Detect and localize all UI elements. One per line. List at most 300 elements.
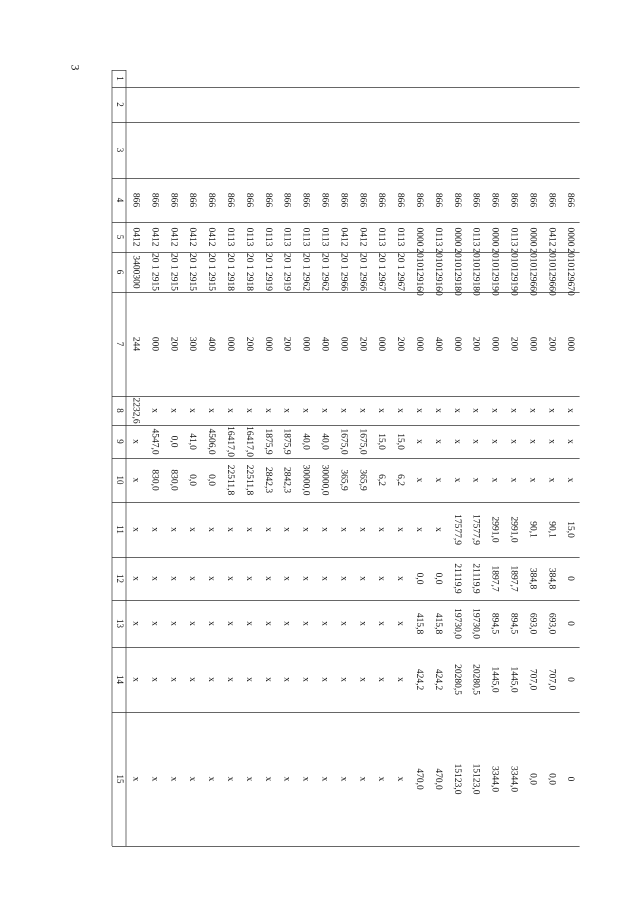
table-cell: x	[281, 621, 292, 626]
table-cell: 830,0	[149, 469, 160, 491]
table-cell: x	[206, 621, 217, 626]
table-cell: 0412	[206, 227, 217, 247]
table-cell: x	[338, 527, 349, 532]
table-cell: x	[168, 621, 179, 626]
table-cell: 90,1	[546, 521, 557, 538]
table-cell: x	[300, 776, 311, 782]
table-cell: x	[130, 477, 141, 483]
table-cell: x	[300, 677, 311, 682]
table-cell: 20 1 2962	[300, 253, 311, 291]
table-cell: 2010129180	[470, 248, 481, 296]
table-cell: x	[546, 477, 557, 483]
table-cell: x	[565, 408, 576, 413]
table-cell: x	[357, 621, 368, 626]
table-cell: 384,8	[527, 567, 538, 590]
table-cell: 0412	[546, 227, 557, 247]
table-cell: x	[168, 776, 179, 782]
table-cell: x	[376, 677, 387, 682]
table-cell: 15,0	[395, 433, 406, 450]
table-cell: x	[470, 439, 481, 444]
table-cell: 0113	[395, 227, 406, 247]
table-cell: x	[527, 477, 538, 483]
table-cell: x	[206, 408, 217, 413]
table-cell: 470,0	[432, 768, 443, 790]
table-cell: 2010129660	[527, 248, 538, 296]
table-cell: 20 1 2962	[319, 253, 330, 291]
table-cell: x	[413, 408, 424, 413]
table-cell: x	[149, 527, 160, 532]
column-header: 10	[115, 475, 125, 485]
table-cell: 866	[413, 192, 424, 208]
table-cell: x	[149, 677, 160, 682]
table-cell: x	[300, 576, 311, 581]
rotated-budget-table	[110, 70, 576, 846]
table-cell: 2010129160	[432, 248, 443, 296]
table-cell: 0	[565, 677, 576, 682]
table-cell: x	[281, 527, 292, 532]
table-cell: x	[357, 576, 368, 581]
table-cell: 000	[565, 336, 576, 352]
table-cell: 000	[262, 336, 273, 352]
table-cell: 19730,0	[470, 608, 481, 639]
table-cell: 20 1 2967	[376, 253, 387, 291]
table-cell: x	[470, 477, 481, 483]
table-cell: x	[224, 408, 235, 413]
table-cell: x	[149, 576, 160, 581]
table-cell: 17577,9	[451, 514, 462, 545]
table-cell: x	[319, 677, 330, 682]
table-cell: x	[451, 439, 462, 444]
table-cell: x	[376, 576, 387, 581]
table-cell: x	[206, 776, 217, 782]
table-cell: x	[451, 408, 462, 413]
table-cell: x	[432, 439, 443, 444]
table-cell: x	[413, 439, 424, 444]
table-cell: x	[489, 477, 500, 483]
table-cell: x	[338, 576, 349, 581]
table-cell: x	[432, 477, 443, 483]
table-cell: 866	[376, 192, 387, 208]
table-cell: 866	[508, 192, 519, 208]
table-cell: 384,8	[546, 567, 557, 590]
table-cell: 200	[395, 336, 406, 352]
column-header: 11	[115, 525, 125, 534]
table-cell: 2010129660	[546, 248, 557, 296]
table-cell: 40,0	[319, 433, 330, 450]
table-cell: x	[527, 439, 538, 444]
table-cell: x	[300, 408, 311, 413]
table-cell: x	[149, 776, 160, 782]
table-cell: 866	[243, 192, 254, 208]
table-cell: x	[451, 477, 462, 483]
table-cell: x	[546, 408, 557, 413]
table-cell: 200	[470, 336, 481, 352]
table-cell: x	[187, 576, 198, 581]
table-cell: 0000	[527, 227, 538, 247]
table-cell: 000	[149, 336, 160, 352]
table-cell: 866	[357, 192, 368, 208]
table-cell: 0113	[224, 227, 235, 247]
table-cell: x	[357, 408, 368, 413]
table-cell: 1897,7	[508, 565, 519, 592]
table-cell: 17577,9	[470, 514, 481, 545]
table-cell: 19730,0	[451, 608, 462, 639]
table-cell: x	[338, 408, 349, 413]
table-cell: 707,0	[527, 668, 538, 691]
table-cell: 0000	[489, 227, 500, 247]
table-cell: 0113	[243, 227, 254, 247]
table-cell: 365,9	[338, 469, 349, 491]
table-cell: 1445,0	[508, 666, 519, 693]
table-cell: x	[413, 477, 424, 483]
table-cell: 830,0	[168, 469, 179, 491]
table-cell: 2010129180	[451, 248, 462, 296]
table-cell: x	[149, 621, 160, 626]
table-cell: 20 1 2915	[149, 253, 160, 291]
table-cell: 30000,0	[300, 464, 311, 496]
table-cell: 470,0	[413, 768, 424, 790]
table-cell: 2010129190	[489, 248, 500, 296]
column-header: 12	[115, 574, 125, 583]
table-cell: 244	[130, 336, 141, 352]
table-cell: 0412	[168, 227, 179, 247]
table-cell: 15123,0	[470, 763, 481, 795]
table-cell: x	[319, 408, 330, 413]
table-cell: x	[243, 677, 254, 682]
table-cell: 20280,5	[451, 664, 462, 695]
table-cell: 866	[206, 192, 217, 208]
table-cell: x	[168, 408, 179, 413]
table-cell: x	[168, 677, 179, 682]
table-cell: x	[187, 776, 198, 782]
table-cell: 866	[149, 192, 160, 208]
table-cell: 20 1 2918	[243, 253, 254, 291]
table-cell: x	[130, 576, 141, 581]
table-cell: 1897,7	[489, 565, 500, 592]
table-cell: x	[224, 677, 235, 682]
table-cell: 424,2	[413, 668, 424, 691]
table-cell: x	[130, 439, 141, 444]
table-cell: 90,1	[527, 521, 538, 538]
table-cell: 866	[187, 192, 198, 208]
table-cell: x	[395, 576, 406, 581]
table-cell: 22511,8	[224, 464, 235, 496]
table-cell: x	[187, 621, 198, 626]
table-cell: 2232,6	[130, 397, 141, 424]
table-cell: 0113	[508, 227, 519, 247]
table-cell: 0113	[376, 227, 387, 247]
table-cell: 0412	[187, 227, 198, 247]
page-number: 3	[68, 64, 83, 71]
table-cell: 21119,9	[470, 563, 481, 594]
table-cell: 894,5	[508, 612, 519, 635]
table-cell: 866	[546, 192, 557, 208]
table-cell: x	[262, 621, 273, 626]
table-cell: 2991,0	[489, 516, 500, 543]
table-cell: x	[281, 776, 292, 782]
table-cell: x	[130, 621, 141, 626]
table-cell: x	[319, 621, 330, 626]
table-cell: 000	[527, 336, 538, 352]
table-cell: x	[243, 527, 254, 532]
table-cell: 20 1 2915	[206, 253, 217, 291]
table-cell: x	[432, 408, 443, 413]
column-header: 6	[115, 269, 125, 275]
table-cell: x	[338, 776, 349, 782]
table-cell: 866	[224, 192, 235, 208]
table-cell: 16417,0	[224, 426, 235, 457]
table-cell: 000	[300, 336, 311, 352]
table-cell: 0113	[262, 227, 273, 247]
table-cell: x	[130, 527, 141, 532]
table-cell: 0,0	[546, 773, 557, 785]
table-cell: x	[338, 621, 349, 626]
table-cell: 20280,5	[470, 664, 481, 695]
table-cell: 20 1 2915	[168, 253, 179, 291]
table-cell: 6,2	[376, 474, 387, 486]
table-cell: 2842,3	[262, 466, 273, 494]
table-cell: 3400300	[130, 255, 141, 289]
table-cell: 15123,0	[451, 763, 462, 795]
table-cell: 424,2	[432, 668, 443, 691]
table-cell: x	[546, 439, 557, 444]
table-cell: 20 1 2966	[357, 253, 368, 291]
table-cell: x	[300, 621, 311, 626]
table-cell: x	[187, 527, 198, 532]
table-cell: x	[395, 408, 406, 413]
table-cell: 707,0	[546, 668, 557, 691]
table-cell: x	[262, 677, 273, 682]
table-cell: x	[243, 576, 254, 581]
table-cell: 0,0	[168, 435, 179, 448]
table-cell: 866	[262, 192, 273, 208]
table-cell: 1675,0	[357, 428, 368, 455]
table-cell: 866	[395, 192, 406, 208]
table-cell: 4547,0	[149, 428, 160, 455]
table-cell: x	[168, 576, 179, 581]
table-cell: 40,0	[300, 433, 311, 450]
table-cell: x	[187, 677, 198, 682]
table-cell: 0113	[319, 227, 330, 247]
table-cell: 693,0	[546, 612, 557, 635]
table-cell: 200	[281, 336, 292, 352]
table-cell: 400	[319, 336, 330, 352]
table-cell: 000	[413, 336, 424, 352]
table-cell: 0,0	[432, 572, 443, 585]
table-cell: 1675,0	[338, 428, 349, 455]
column-header: 5	[115, 234, 125, 240]
table-cell: 400	[206, 336, 217, 352]
table-cell: 866	[300, 192, 311, 208]
table-cell: 30000,0	[319, 464, 330, 496]
table-cell: 0113	[432, 227, 443, 247]
table-cell: 0	[565, 776, 576, 782]
table-cell: 415,8	[413, 612, 424, 635]
table-cell: 0412	[338, 227, 349, 247]
table-cell: x	[395, 527, 406, 532]
table-cell: 2991,0	[508, 516, 519, 543]
table-cell: 200	[243, 336, 254, 352]
column-header: 8	[115, 408, 125, 413]
table-cell: 3344,0	[489, 765, 500, 793]
table-cell: 866	[319, 192, 330, 208]
table-cell: x	[489, 408, 500, 413]
table-cell: 1875,9	[262, 428, 273, 455]
table-cell: x	[319, 527, 330, 532]
table-cell: x	[243, 621, 254, 626]
table-cell: 200	[168, 336, 179, 352]
table-cell: x	[508, 477, 519, 483]
table-cell: 0	[565, 621, 576, 626]
table-cell: 866	[565, 192, 576, 208]
table-cell: 0000	[451, 227, 462, 247]
table-cell: x	[224, 621, 235, 626]
table-cell: x	[262, 576, 273, 581]
table-cell: x	[281, 408, 292, 413]
table-cell: x	[168, 527, 179, 532]
table-cell: 0412	[357, 227, 368, 247]
table-cell: x	[319, 576, 330, 581]
column-header: 13	[115, 619, 125, 628]
table-cell: x	[395, 776, 406, 782]
table-grid	[110, 70, 576, 846]
table-cell: x	[224, 776, 235, 782]
table-cell: 41,0	[187, 433, 198, 450]
table-cell: x	[243, 408, 254, 413]
table-cell: x	[395, 621, 406, 626]
table-cell: x	[565, 477, 576, 483]
column-header: 3	[115, 147, 125, 153]
table-cell: 6,2	[395, 474, 406, 486]
table-cell: 0,0	[527, 773, 538, 785]
table-cell: 0,0	[187, 474, 198, 486]
table-cell: x	[357, 527, 368, 532]
table-cell: x	[281, 677, 292, 682]
table-cell: 1875,9	[281, 428, 292, 455]
table-cell: x	[376, 408, 387, 413]
table-cell: 866	[527, 192, 538, 208]
table-cell: 866	[470, 192, 481, 208]
table-cell: 20 1 2919	[281, 253, 292, 291]
table-cell: 0113	[470, 227, 481, 247]
table-cell: x	[262, 776, 273, 782]
table-cell: 20 1 2966	[338, 253, 349, 291]
table-cell: 300	[187, 336, 198, 352]
table-cell: 200	[546, 336, 557, 352]
table-cell: 21119,9	[451, 563, 462, 594]
column-header: 14	[115, 675, 125, 684]
table-cell: x	[262, 408, 273, 413]
table-cell: 20 1 2919	[262, 253, 273, 291]
table-cell: x	[224, 527, 235, 532]
table-cell: 866	[168, 192, 179, 208]
column-header: 15	[115, 774, 125, 784]
table-cell: 20 1 2915	[187, 253, 198, 291]
table-cell: 22511,8	[243, 464, 254, 496]
table-cell: 2010129190	[508, 248, 519, 296]
table-cell: 16417,0	[243, 426, 254, 457]
table-cell: x	[357, 776, 368, 782]
table-cell: x	[527, 408, 538, 413]
table-cell: 0,0	[206, 474, 217, 486]
column-header: 7	[115, 341, 125, 347]
table-cell: 866	[432, 192, 443, 208]
table-cell: 866	[281, 192, 292, 208]
column-header: 4	[115, 197, 125, 203]
column-header: 9	[115, 439, 125, 444]
table-cell: 400	[432, 336, 443, 352]
table-cell: x	[149, 408, 160, 413]
table-cell: x	[224, 576, 235, 581]
table-cell: x	[300, 527, 311, 532]
table-cell: x	[508, 439, 519, 444]
table-cell: 0412	[149, 227, 160, 247]
table-cell: x	[508, 408, 519, 413]
table-cell: x	[319, 776, 330, 782]
table-cell: x	[243, 776, 254, 782]
table-cell: 2010129670	[565, 248, 576, 296]
table-cell: 0412	[130, 227, 141, 247]
table-cell: x	[470, 408, 481, 413]
table-cell: 894,5	[489, 612, 500, 635]
table-cell: 000	[489, 336, 500, 352]
table-cell: 200	[508, 336, 519, 352]
table-cell: 4506,0	[206, 428, 217, 455]
table-cell: x	[565, 439, 576, 444]
table-cell: x	[395, 677, 406, 682]
column-header: 2	[115, 102, 125, 107]
table-cell: x	[376, 776, 387, 782]
table-cell: 200	[357, 336, 368, 352]
table-cell: 0,0	[413, 572, 424, 585]
table-cell: 000	[451, 336, 462, 352]
table-cell: 0113	[300, 227, 311, 247]
table-cell: x	[432, 527, 443, 532]
table-cell: 0113	[281, 227, 292, 247]
table-cell: 365,9	[357, 469, 368, 491]
table-cell: x	[130, 677, 141, 682]
table-cell: x	[281, 576, 292, 581]
table-cell: 15,0	[376, 433, 387, 450]
table-cell: x	[376, 527, 387, 532]
table-cell: 693,0	[527, 612, 538, 635]
table-cell: 15,0	[565, 521, 576, 538]
table-cell: x	[376, 621, 387, 626]
table-cell: x	[413, 527, 424, 532]
table-cell: 866	[489, 192, 500, 208]
table-cell: x	[206, 527, 217, 532]
table-cell: 20 1 2918	[224, 253, 235, 291]
table-cell: 2842,3	[281, 466, 292, 494]
table-cell: 000	[338, 336, 349, 352]
table-cell: 20 1 2967	[395, 253, 406, 291]
table-cell: x	[206, 677, 217, 682]
table-cell: x	[262, 527, 273, 532]
table-cell: x	[206, 576, 217, 581]
table-cell: 1445,0	[489, 666, 500, 693]
table-cell: 3344,0	[508, 765, 519, 793]
table-cell: 866	[338, 192, 349, 208]
table-cell: x	[489, 439, 500, 444]
table-cell: 000	[224, 336, 235, 352]
table-cell: x	[187, 408, 198, 413]
table-cell: 0000	[413, 227, 424, 247]
table-cell: 0	[565, 576, 576, 581]
table-cell: 866	[130, 192, 141, 208]
table-cell: x	[130, 776, 141, 782]
table-cell: x	[338, 677, 349, 682]
column-header: 1	[115, 76, 125, 81]
